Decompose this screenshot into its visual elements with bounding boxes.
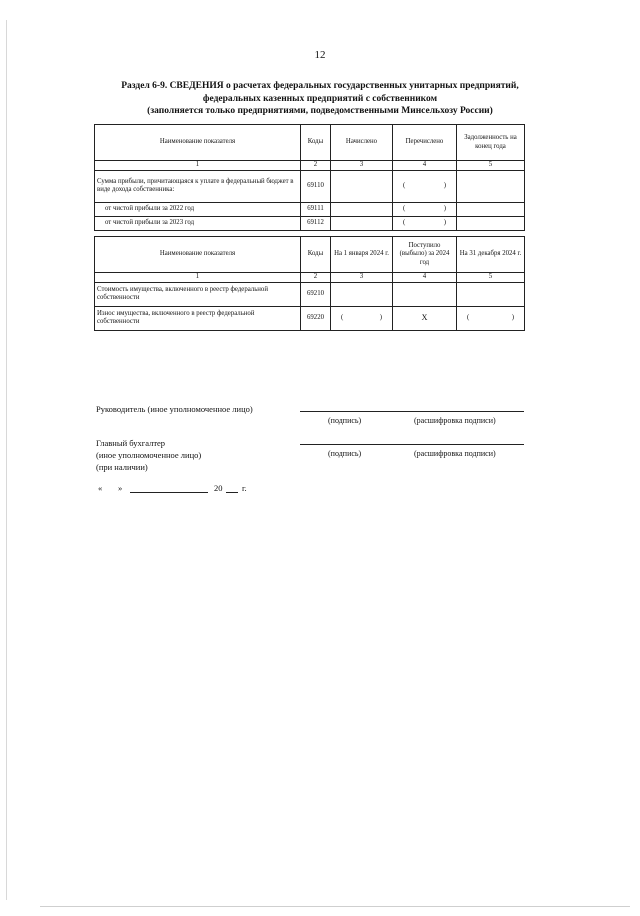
- transferred-cell[interactable]: ( ): [393, 216, 457, 230]
- accountant-sign-caption: (подпись): [328, 449, 362, 458]
- accountant-label-2: (иное уполномоченное лицо): [96, 450, 202, 460]
- date-year-line[interactable]: [226, 492, 238, 493]
- row-name: Износ имущества, включенного в реестр федеральной собственности: [95, 306, 301, 330]
- transferred-cell[interactable]: ( ): [393, 170, 457, 202]
- page-number: 12: [314, 49, 326, 61]
- row-name: Сумма прибыли, причитающаяся к уплате в федеральный бюджет в виде дохода собственника:: [95, 170, 301, 202]
- debt-cell[interactable]: [457, 202, 525, 216]
- header-codes: Коды: [301, 237, 331, 273]
- dec-31-cell[interactable]: [457, 282, 525, 306]
- table-row: [95, 306, 525, 330]
- accountant-label-3: (при наличии): [96, 462, 148, 472]
- header-indicator: Наименование показателя: [95, 125, 301, 161]
- property-table-col-numbers: [95, 273, 525, 283]
- heading-line-3: (заполняется только предприятиями, подведомственными Минсельхозу России): [147, 106, 493, 116]
- heading-line-2: федеральных казенных предприятий с собственником: [202, 93, 438, 104]
- received-cell[interactable]: [393, 282, 457, 306]
- accountant-label-1: Главный бухгалтер: [96, 438, 166, 448]
- col-number: 2: [301, 161, 331, 171]
- row-name: Стоимость имущества, включенного в реестр федеральной собственности: [95, 282, 301, 306]
- col-number: 3: [331, 273, 393, 283]
- date-open-quote: «: [98, 483, 103, 493]
- col-number: 5: [457, 273, 525, 283]
- header-dec-31: На 31 декабря 2024 г.: [457, 237, 525, 273]
- property-table-header: [95, 237, 525, 273]
- row-code: 69110: [301, 170, 331, 202]
- transferred-cell[interactable]: ( ): [393, 202, 457, 216]
- table-row: [95, 170, 525, 202]
- accountant-decode-caption: (расшифровка подписи): [414, 449, 496, 458]
- accrued-cell[interactable]: [331, 170, 393, 202]
- head-label: Руководитель (иное уполномоченное лицо): [96, 404, 253, 414]
- date-suffix: г.: [242, 483, 247, 493]
- debt-cell[interactable]: [457, 216, 525, 230]
- table-row: [95, 216, 525, 230]
- header-indicator: Наименование показателя: [95, 237, 301, 273]
- heading-line-1: Раздел 6-9. СВЕДЕНИЯ о расчетах федеральных государственных унитарных предприятий,: [121, 81, 519, 91]
- profit-table: [94, 124, 525, 231]
- header-codes: Коды: [301, 125, 331, 161]
- accountant-signature-line[interactable]: [300, 444, 524, 445]
- col-number: 1: [95, 161, 301, 171]
- row-code: 69220: [301, 306, 331, 330]
- accrued-cell[interactable]: [331, 216, 393, 230]
- row-code: 69111: [301, 202, 331, 216]
- property-table: [94, 236, 525, 331]
- jan-1-cell[interactable]: ( ): [331, 306, 393, 330]
- col-number: 4: [393, 161, 457, 171]
- row-code: 69112: [301, 216, 331, 230]
- col-number: 5: [457, 161, 525, 171]
- row-name: от чистой прибыли за 2022 год: [95, 202, 301, 216]
- section-heading: [80, 80, 560, 118]
- col-number: 2: [301, 273, 331, 283]
- header-received: Поступило (выбыло) за 2024 год: [393, 237, 457, 273]
- dec-31-cell[interactable]: ( ): [457, 306, 525, 330]
- row-name: от чистой прибыли за 2023 год: [95, 216, 301, 230]
- date-close-quote: »: [118, 483, 123, 493]
- date-year-prefix: 20: [214, 483, 223, 493]
- profit-table-header: [95, 125, 525, 161]
- row-code: 69210: [301, 282, 331, 306]
- head-signature-line[interactable]: [300, 411, 524, 412]
- head-sign-caption: (подпись): [328, 416, 362, 425]
- debt-cell[interactable]: [457, 170, 525, 202]
- scan-edge-bottom: [40, 906, 630, 907]
- scan-edge-left: [6, 20, 7, 900]
- header-accrued: Начислено: [331, 125, 393, 161]
- table-row: [95, 202, 525, 216]
- accrued-cell[interactable]: [331, 202, 393, 216]
- header-debt: Задолженность на конец года: [457, 125, 525, 161]
- jan-1-cell[interactable]: [331, 282, 393, 306]
- header-jan-1: На 1 января 2024 г.: [331, 237, 393, 273]
- profit-table-col-numbers: [95, 161, 525, 171]
- header-transferred: Перечислено: [393, 125, 457, 161]
- table-row: [95, 282, 525, 306]
- date-month-line[interactable]: [130, 492, 208, 493]
- col-number: 4: [393, 273, 457, 283]
- col-number: 3: [331, 161, 393, 171]
- received-cell[interactable]: X: [393, 306, 457, 330]
- head-decode-caption: (расшифровка подписи): [414, 416, 496, 425]
- col-number: 1: [95, 273, 301, 283]
